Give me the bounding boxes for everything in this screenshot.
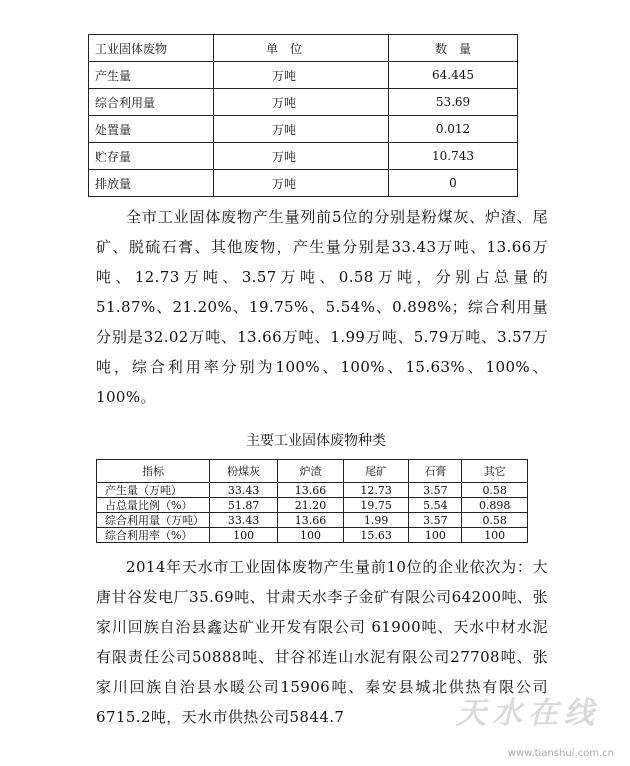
- table-header-cell: 工业固体废物: [89, 35, 214, 62]
- table-cell: 3.57: [409, 513, 462, 528]
- table-cell: 100: [462, 528, 528, 543]
- table-header-cell: 尾矿: [343, 460, 409, 483]
- table-cell: 综合利用量（万吨）: [97, 513, 210, 528]
- table-cell: 10.743: [389, 143, 518, 170]
- table-cell: 33.43: [210, 483, 278, 498]
- table-row: [89, 170, 518, 197]
- table-header-cell: 指标: [97, 460, 210, 483]
- table-cell: 1.99: [343, 513, 409, 528]
- table-cell: 万吨: [214, 62, 389, 89]
- table-cell: 万吨: [214, 116, 389, 143]
- table-cell: 排放量: [89, 170, 214, 197]
- table-cell: 51.87: [210, 498, 278, 513]
- table-cell: 64.445: [389, 62, 518, 89]
- paragraph-top-five-waste: 全市工业固体废物产生量列前5位的分别是粉煤灰、炉渣、尾矿、脱硫石膏、其他废物，产生量分别是33.43万吨、13.66万吨、12.73万吨、3.57万吨、0.58万吨，分别占总量的 51.87%、21.20%、19.75%、5.54%、0.898%；综合利用量分别是32.02万吨、13.66万吨、1.99万吨、5.79万吨、3.57万吨，综合利用率分别为100%、100%、15.63%、100%、100%。: [96, 208, 548, 406]
- table-cell: 100: [278, 528, 344, 543]
- table-header-cell: 数 量: [389, 35, 518, 62]
- table-row: [89, 143, 518, 170]
- table-header-cell: 粉煤灰: [210, 460, 278, 483]
- table-cell: 3.57: [409, 483, 462, 498]
- waste-summary-table: [88, 34, 518, 197]
- paragraph-top-ten-enterprises: 2014年天水市工业固体废物产生量前10位的企业依次为：大唐甘谷发电厂35.69吨、甘肃天水李子金矿有限公司64200吨、张家川回族自治县鑫达矿业开发有限公司 61900吨、天水中材水泥有限责任公司50888吨、甘谷祁连山水泥有限公司27708吨、张家川回族自治县水暖公司15906吨、秦安县城北供热有限公司6715.2吨，天水市供热公司5844.7: [96, 558, 548, 726]
- watermark-logo: 天水在线: [456, 696, 600, 731]
- table-cell: 产生量（万吨）: [97, 483, 210, 498]
- table-cell: 综合利用率（%）: [97, 528, 210, 543]
- table-cell: 0.58: [462, 483, 528, 498]
- table-header-cell: 其它: [462, 460, 528, 483]
- table-cell: 13.66: [278, 513, 344, 528]
- table-cell: 13.66: [278, 483, 344, 498]
- watermark-url: www.tianshui.com.cn: [507, 748, 614, 759]
- table-cell: 万吨: [214, 89, 389, 116]
- table2-title: 主要工业固体废物种类: [246, 433, 386, 449]
- table-cell: 处置量: [89, 116, 214, 143]
- table-row: [89, 62, 518, 89]
- table-header-row: [97, 460, 528, 483]
- table-row: [89, 89, 518, 116]
- table-cell: 53.69: [389, 89, 518, 116]
- table-cell: 33.43: [210, 513, 278, 528]
- table-cell: 0.58: [462, 513, 528, 528]
- table-row: [97, 483, 528, 498]
- table-row: [97, 498, 528, 513]
- table-header-cell: 单 位: [214, 35, 389, 62]
- table-row: [89, 116, 518, 143]
- table-cell: 万吨: [214, 170, 389, 197]
- table-cell: 21.20: [278, 498, 344, 513]
- table-cell: 19.75: [343, 498, 409, 513]
- table-cell: 占总量比例（%）: [97, 498, 210, 513]
- table-cell: 贮存量: [89, 143, 214, 170]
- table-row: [97, 513, 528, 528]
- table-cell: 0.012: [389, 116, 518, 143]
- table-cell: 0.898: [462, 498, 528, 513]
- table-cell: 0: [389, 170, 518, 197]
- table-cell: 5.54: [409, 498, 462, 513]
- table-cell: 15.63: [343, 528, 409, 543]
- table-cell: 12.73: [343, 483, 409, 498]
- table-cell: 100: [210, 528, 278, 543]
- table-header-cell: 炉渣: [278, 460, 344, 483]
- table-cell: 100: [409, 528, 462, 543]
- table-cell: 万吨: [214, 143, 389, 170]
- waste-types-table: [96, 459, 528, 543]
- table-cell: 综合利用量: [89, 89, 214, 116]
- table-header-cell: 石膏: [409, 460, 462, 483]
- table-header-row: [89, 35, 518, 62]
- table-cell: 产生量: [89, 62, 214, 89]
- table-row: [97, 528, 528, 543]
